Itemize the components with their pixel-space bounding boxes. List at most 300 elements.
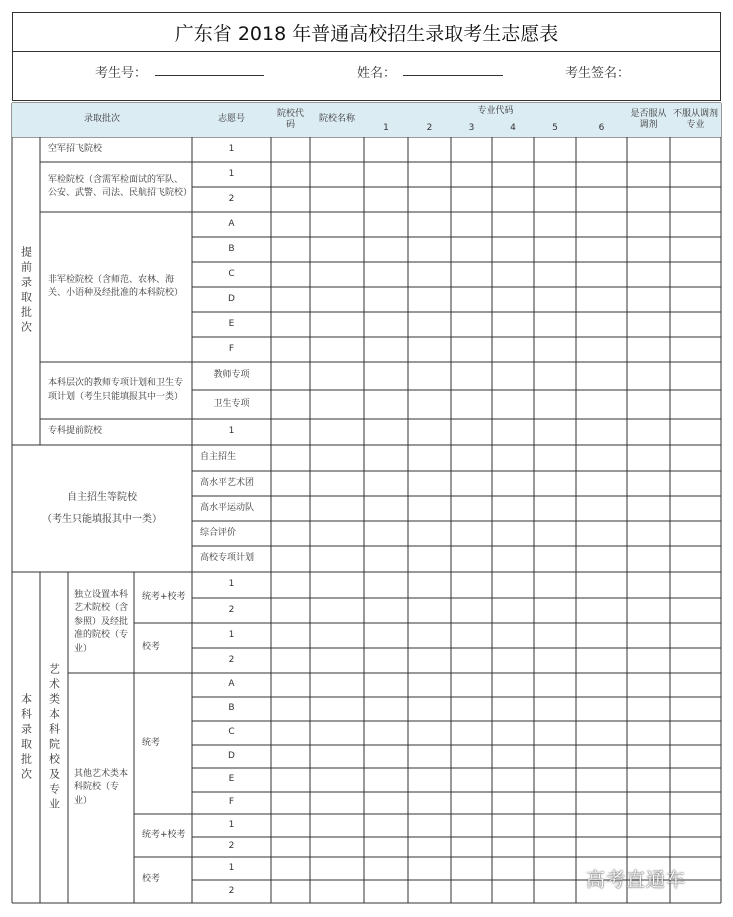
- fill-cell[interactable]: [310, 572, 364, 598]
- fill-cell[interactable]: [310, 137, 364, 162]
- fill-cell[interactable]: [310, 287, 364, 312]
- fill-cell[interactable]: [492, 471, 534, 496]
- fill-cell[interactable]: [492, 162, 534, 187]
- fill-cell[interactable]: [451, 546, 492, 572]
- fill-cell[interactable]: [310, 648, 364, 673]
- fill-cell[interactable]: [576, 623, 627, 648]
- fill-cell[interactable]: [534, 768, 576, 792]
- fill-cell[interactable]: [310, 187, 364, 212]
- fill-cell[interactable]: [451, 792, 492, 814]
- fill-cell[interactable]: [408, 648, 451, 673]
- fill-cell[interactable]: [576, 419, 627, 445]
- fill-cell[interactable]: [451, 814, 492, 837]
- fill-cell[interactable]: [492, 287, 534, 312]
- fill-cell[interactable]: [408, 521, 451, 546]
- fill-cell[interactable]: [408, 162, 451, 187]
- fill-cell[interactable]: [408, 837, 451, 857]
- fill-cell[interactable]: [408, 572, 451, 598]
- fill-cell[interactable]: [492, 857, 534, 880]
- fill-cell[interactable]: [451, 572, 492, 598]
- fill-cell[interactable]: [670, 623, 721, 648]
- fill-cell[interactable]: [534, 673, 576, 697]
- fill-cell[interactable]: [364, 390, 408, 419]
- fill-cell[interactable]: [670, 721, 721, 745]
- fill-cell[interactable]: [627, 721, 670, 745]
- fill-cell[interactable]: [576, 837, 627, 857]
- fill-cell[interactable]: [408, 598, 451, 623]
- fill-cell[interactable]: [408, 445, 451, 471]
- fill-cell[interactable]: [364, 837, 408, 857]
- fill-cell[interactable]: [271, 837, 310, 857]
- fill-cell[interactable]: [534, 237, 576, 262]
- fill-cell[interactable]: [576, 137, 627, 162]
- fill-cell[interactable]: [271, 287, 310, 312]
- fill-cell[interactable]: [534, 598, 576, 623]
- fill-cell[interactable]: [627, 623, 670, 648]
- fill-cell[interactable]: [408, 814, 451, 837]
- fill-cell[interactable]: [451, 598, 492, 623]
- fill-cell[interactable]: [670, 697, 721, 721]
- fill-cell[interactable]: [492, 768, 534, 792]
- fill-cell[interactable]: [492, 390, 534, 419]
- fill-cell[interactable]: [627, 572, 670, 598]
- fill-cell[interactable]: [271, 471, 310, 496]
- fill-cell[interactable]: [271, 546, 310, 572]
- fill-cell[interactable]: [492, 673, 534, 697]
- fill-cell[interactable]: [271, 721, 310, 745]
- fill-cell[interactable]: [534, 445, 576, 471]
- fill-cell[interactable]: [271, 814, 310, 837]
- fill-cell[interactable]: [364, 237, 408, 262]
- fill-cell[interactable]: [534, 814, 576, 837]
- fill-cell[interactable]: [271, 880, 310, 903]
- fill-cell[interactable]: [576, 572, 627, 598]
- fill-cell[interactable]: [627, 390, 670, 419]
- fill-cell[interactable]: [627, 137, 670, 162]
- fill-cell[interactable]: [492, 623, 534, 648]
- fill-cell[interactable]: [310, 362, 364, 390]
- fill-cell[interactable]: [451, 745, 492, 768]
- fill-cell[interactable]: [364, 880, 408, 903]
- fill-cell[interactable]: [627, 162, 670, 187]
- fill-cell[interactable]: [670, 673, 721, 697]
- fill-cell[interactable]: [271, 337, 310, 362]
- fill-cell[interactable]: [271, 521, 310, 546]
- fill-cell[interactable]: [271, 187, 310, 212]
- fill-cell[interactable]: [627, 212, 670, 237]
- fill-cell[interactable]: [451, 312, 492, 337]
- fill-cell[interactable]: [271, 445, 310, 471]
- fill-cell[interactable]: [534, 262, 576, 287]
- fill-cell[interactable]: [271, 137, 310, 162]
- fill-cell[interactable]: [492, 496, 534, 521]
- fill-cell[interactable]: [408, 792, 451, 814]
- fill-cell[interactable]: [670, 212, 721, 237]
- fill-cell[interactable]: [271, 237, 310, 262]
- fill-cell[interactable]: [451, 287, 492, 312]
- fill-cell[interactable]: [408, 496, 451, 521]
- fill-cell[interactable]: [364, 721, 408, 745]
- fill-cell[interactable]: [627, 546, 670, 572]
- fill-cell[interactable]: [451, 521, 492, 546]
- fill-cell[interactable]: [670, 187, 721, 212]
- fill-cell[interactable]: [408, 880, 451, 903]
- fill-cell[interactable]: [451, 496, 492, 521]
- fill-cell[interactable]: [670, 521, 721, 546]
- fill-cell[interactable]: [576, 721, 627, 745]
- fill-cell[interactable]: [310, 697, 364, 721]
- fill-cell[interactable]: [271, 857, 310, 880]
- fill-cell[interactable]: [670, 312, 721, 337]
- fill-cell[interactable]: [310, 814, 364, 837]
- fill-cell[interactable]: [627, 837, 670, 857]
- fill-cell[interactable]: [534, 837, 576, 857]
- fill-cell[interactable]: [364, 673, 408, 697]
- fill-cell[interactable]: [364, 471, 408, 496]
- fill-cell[interactable]: [534, 721, 576, 745]
- fill-cell[interactable]: [492, 362, 534, 390]
- fill-cell[interactable]: [534, 312, 576, 337]
- fill-cell[interactable]: [534, 546, 576, 572]
- fill-cell[interactable]: [492, 137, 534, 162]
- fill-cell[interactable]: [534, 137, 576, 162]
- fill-cell[interactable]: [271, 362, 310, 390]
- fill-cell[interactable]: [271, 792, 310, 814]
- fill-cell[interactable]: [576, 648, 627, 673]
- fill-cell[interactable]: [310, 237, 364, 262]
- fill-cell[interactable]: [310, 857, 364, 880]
- fill-cell[interactable]: [627, 187, 670, 212]
- fill-cell[interactable]: [627, 237, 670, 262]
- fill-cell[interactable]: [408, 419, 451, 445]
- fill-cell[interactable]: [576, 362, 627, 390]
- fill-cell[interactable]: [534, 697, 576, 721]
- fill-cell[interactable]: [492, 745, 534, 768]
- fill-cell[interactable]: [627, 362, 670, 390]
- fill-cell[interactable]: [451, 419, 492, 445]
- fill-cell[interactable]: [492, 546, 534, 572]
- fill-cell[interactable]: [534, 362, 576, 390]
- fill-cell[interactable]: [534, 572, 576, 598]
- fill-cell[interactable]: [451, 337, 492, 362]
- fill-cell[interactable]: [670, 572, 721, 598]
- fill-cell[interactable]: [271, 623, 310, 648]
- fill-cell[interactable]: [534, 496, 576, 521]
- fill-cell[interactable]: [576, 792, 627, 814]
- fill-cell[interactable]: [576, 521, 627, 546]
- fill-cell[interactable]: [408, 745, 451, 768]
- fill-cell[interactable]: [310, 546, 364, 572]
- fill-cell[interactable]: [576, 546, 627, 572]
- fill-cell[interactable]: [364, 362, 408, 390]
- fill-cell[interactable]: [310, 521, 364, 546]
- fill-cell[interactable]: [364, 814, 408, 837]
- fill-cell[interactable]: [451, 623, 492, 648]
- fill-cell[interactable]: [576, 768, 627, 792]
- fill-cell[interactable]: [451, 768, 492, 792]
- fill-cell[interactable]: [364, 546, 408, 572]
- fill-cell[interactable]: [576, 212, 627, 237]
- fill-cell[interactable]: [670, 362, 721, 390]
- fill-cell[interactable]: [271, 419, 310, 445]
- fill-cell[interactable]: [451, 212, 492, 237]
- fill-cell[interactable]: [451, 697, 492, 721]
- fill-cell[interactable]: [670, 648, 721, 673]
- fill-cell[interactable]: [492, 880, 534, 903]
- fill-cell[interactable]: [627, 471, 670, 496]
- fill-cell[interactable]: [364, 312, 408, 337]
- fill-cell[interactable]: [534, 857, 576, 880]
- fill-cell[interactable]: [408, 546, 451, 572]
- fill-cell[interactable]: [492, 837, 534, 857]
- fill-cell[interactable]: [364, 187, 408, 212]
- fill-cell[interactable]: [670, 471, 721, 496]
- fill-cell[interactable]: [364, 419, 408, 445]
- fill-cell[interactable]: [576, 187, 627, 212]
- fill-cell[interactable]: [670, 768, 721, 792]
- fill-cell[interactable]: [670, 814, 721, 837]
- fill-cell[interactable]: [492, 312, 534, 337]
- fill-cell[interactable]: [310, 745, 364, 768]
- fill-cell[interactable]: [534, 337, 576, 362]
- fill-cell[interactable]: [408, 471, 451, 496]
- fill-cell[interactable]: [408, 187, 451, 212]
- fill-cell[interactable]: [627, 496, 670, 521]
- fill-cell[interactable]: [310, 445, 364, 471]
- fill-cell[interactable]: [310, 673, 364, 697]
- fill-cell[interactable]: [492, 445, 534, 471]
- fill-cell[interactable]: [492, 237, 534, 262]
- fill-cell[interactable]: [364, 792, 408, 814]
- fill-cell[interactable]: [364, 697, 408, 721]
- fill-cell[interactable]: [576, 697, 627, 721]
- fill-cell[interactable]: [310, 496, 364, 521]
- fill-cell[interactable]: [364, 496, 408, 521]
- fill-cell[interactable]: [670, 262, 721, 287]
- fill-cell[interactable]: [408, 673, 451, 697]
- fill-cell[interactable]: [310, 792, 364, 814]
- fill-cell[interactable]: [670, 390, 721, 419]
- fill-cell[interactable]: [627, 521, 670, 546]
- fill-cell[interactable]: [670, 337, 721, 362]
- fill-cell[interactable]: [364, 572, 408, 598]
- fill-cell[interactable]: [492, 648, 534, 673]
- fill-cell[interactable]: [492, 337, 534, 362]
- fill-cell[interactable]: [310, 880, 364, 903]
- fill-cell[interactable]: [492, 521, 534, 546]
- fill-cell[interactable]: [534, 521, 576, 546]
- fill-cell[interactable]: [408, 237, 451, 262]
- fill-cell[interactable]: [364, 857, 408, 880]
- fill-cell[interactable]: [451, 880, 492, 903]
- fill-cell[interactable]: [627, 287, 670, 312]
- fill-cell[interactable]: [534, 212, 576, 237]
- fill-cell[interactable]: [310, 471, 364, 496]
- fill-cell[interactable]: [576, 814, 627, 837]
- fill-cell[interactable]: [627, 419, 670, 445]
- fill-cell[interactable]: [310, 419, 364, 445]
- fill-cell[interactable]: [364, 521, 408, 546]
- fill-cell[interactable]: [271, 262, 310, 287]
- fill-cell[interactable]: [364, 137, 408, 162]
- fill-cell[interactable]: [271, 312, 310, 337]
- fill-cell[interactable]: [271, 768, 310, 792]
- fill-cell[interactable]: [492, 187, 534, 212]
- fill-cell[interactable]: [576, 312, 627, 337]
- fill-cell[interactable]: [451, 390, 492, 419]
- fill-cell[interactable]: [534, 162, 576, 187]
- fill-cell[interactable]: [670, 162, 721, 187]
- fill-cell[interactable]: [310, 337, 364, 362]
- fill-cell[interactable]: [534, 390, 576, 419]
- fill-cell[interactable]: [408, 262, 451, 287]
- fill-cell[interactable]: [670, 546, 721, 572]
- fill-cell[interactable]: [451, 837, 492, 857]
- fill-cell[interactable]: [271, 598, 310, 623]
- fill-cell[interactable]: [627, 673, 670, 697]
- fill-cell[interactable]: [576, 598, 627, 623]
- fill-cell[interactable]: [310, 623, 364, 648]
- fill-cell[interactable]: [576, 745, 627, 768]
- fill-cell[interactable]: [534, 880, 576, 903]
- fill-cell[interactable]: [310, 312, 364, 337]
- fill-cell[interactable]: [576, 262, 627, 287]
- fill-cell[interactable]: [310, 390, 364, 419]
- fill-cell[interactable]: [271, 212, 310, 237]
- fill-cell[interactable]: [492, 212, 534, 237]
- fill-cell[interactable]: [408, 697, 451, 721]
- fill-cell[interactable]: [576, 237, 627, 262]
- fill-cell[interactable]: [534, 623, 576, 648]
- fill-cell[interactable]: [492, 419, 534, 445]
- fill-cell[interactable]: [310, 212, 364, 237]
- fill-cell[interactable]: [408, 721, 451, 745]
- fill-cell[interactable]: [492, 572, 534, 598]
- fill-cell[interactable]: [670, 287, 721, 312]
- fill-cell[interactable]: [271, 572, 310, 598]
- fill-cell[interactable]: [492, 814, 534, 837]
- fill-cell[interactable]: [492, 262, 534, 287]
- fill-cell[interactable]: [364, 445, 408, 471]
- fill-cell[interactable]: [364, 768, 408, 792]
- fill-cell[interactable]: [627, 312, 670, 337]
- fill-cell[interactable]: [670, 837, 721, 857]
- fill-cell[interactable]: [310, 721, 364, 745]
- fill-cell[interactable]: [576, 496, 627, 521]
- fill-cell[interactable]: [271, 673, 310, 697]
- fill-cell[interactable]: [408, 623, 451, 648]
- fill-cell[interactable]: [364, 162, 408, 187]
- fill-cell[interactable]: [627, 337, 670, 362]
- fill-cell[interactable]: [364, 212, 408, 237]
- fill-cell[interactable]: [670, 137, 721, 162]
- fill-cell[interactable]: [492, 721, 534, 745]
- fill-cell[interactable]: [451, 362, 492, 390]
- fill-cell[interactable]: [451, 721, 492, 745]
- fill-cell[interactable]: [451, 137, 492, 162]
- fill-cell[interactable]: [627, 814, 670, 837]
- fill-cell[interactable]: [576, 162, 627, 187]
- fill-cell[interactable]: [310, 837, 364, 857]
- fill-cell[interactable]: [451, 237, 492, 262]
- fill-cell[interactable]: [364, 648, 408, 673]
- fill-cell[interactable]: [271, 648, 310, 673]
- fill-cell[interactable]: [576, 390, 627, 419]
- fill-cell[interactable]: [364, 745, 408, 768]
- fill-cell[interactable]: [408, 337, 451, 362]
- fill-cell[interactable]: [627, 598, 670, 623]
- fill-cell[interactable]: [627, 745, 670, 768]
- fill-cell[interactable]: [670, 598, 721, 623]
- fill-cell[interactable]: [364, 262, 408, 287]
- fill-cell[interactable]: [408, 212, 451, 237]
- fill-cell[interactable]: [670, 445, 721, 471]
- fill-cell[interactable]: [408, 362, 451, 390]
- fill-cell[interactable]: [408, 768, 451, 792]
- fill-cell[interactable]: [271, 390, 310, 419]
- fill-cell[interactable]: [271, 496, 310, 521]
- fill-cell[interactable]: [627, 445, 670, 471]
- fill-cell[interactable]: [364, 287, 408, 312]
- fill-cell[interactable]: [670, 792, 721, 814]
- fill-cell[interactable]: [670, 419, 721, 445]
- fill-cell[interactable]: [310, 768, 364, 792]
- fill-cell[interactable]: [576, 673, 627, 697]
- fill-cell[interactable]: [576, 445, 627, 471]
- fill-cell[interactable]: [576, 337, 627, 362]
- fill-cell[interactable]: [534, 648, 576, 673]
- fill-cell[interactable]: [364, 598, 408, 623]
- fill-cell[interactable]: [271, 162, 310, 187]
- fill-cell[interactable]: [310, 262, 364, 287]
- fill-cell[interactable]: [451, 445, 492, 471]
- fill-cell[interactable]: [670, 237, 721, 262]
- fill-cell[interactable]: [670, 745, 721, 768]
- fill-cell[interactable]: [451, 673, 492, 697]
- fill-cell[interactable]: [576, 471, 627, 496]
- fill-cell[interactable]: [364, 623, 408, 648]
- fill-cell[interactable]: [451, 262, 492, 287]
- fill-cell[interactable]: [451, 162, 492, 187]
- fill-cell[interactable]: [408, 390, 451, 419]
- fill-cell[interactable]: [451, 648, 492, 673]
- fill-cell[interactable]: [576, 287, 627, 312]
- fill-cell[interactable]: [627, 697, 670, 721]
- fill-cell[interactable]: [534, 287, 576, 312]
- fill-cell[interactable]: [310, 162, 364, 187]
- fill-cell[interactable]: [627, 648, 670, 673]
- fill-cell[interactable]: [670, 496, 721, 521]
- fill-cell[interactable]: [627, 768, 670, 792]
- fill-cell[interactable]: [492, 792, 534, 814]
- fill-cell[interactable]: [492, 697, 534, 721]
- fill-cell[interactable]: [534, 419, 576, 445]
- fill-cell[interactable]: [408, 312, 451, 337]
- fill-cell[interactable]: [310, 598, 364, 623]
- fill-cell[interactable]: [627, 262, 670, 287]
- fill-cell[interactable]: [492, 598, 534, 623]
- fill-cell[interactable]: [627, 792, 670, 814]
- fill-cell[interactable]: [408, 857, 451, 880]
- fill-cell[interactable]: [534, 792, 576, 814]
- fill-cell[interactable]: [534, 745, 576, 768]
- fill-cell[interactable]: [451, 187, 492, 212]
- fill-cell[interactable]: [534, 187, 576, 212]
- fill-cell[interactable]: [271, 697, 310, 721]
- fill-cell[interactable]: [408, 287, 451, 312]
- fill-cell[interactable]: [271, 745, 310, 768]
- fill-cell[interactable]: [408, 137, 451, 162]
